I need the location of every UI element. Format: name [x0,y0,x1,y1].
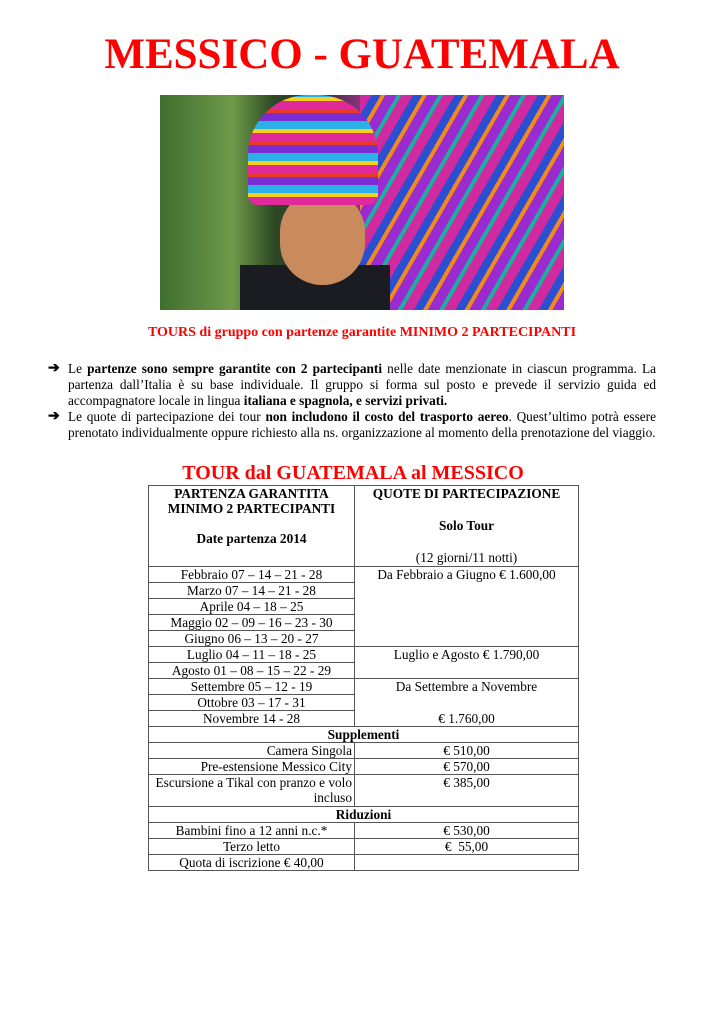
photo-knitted-hat [248,95,378,205]
prices-header [355,486,579,567]
supplement-label: Pre-estensione Messico City [149,759,355,775]
photo-woven-fabric [360,95,564,310]
supplement-value: € 385,00 [355,775,579,807]
reductions-heading-row [149,807,579,823]
header-line: PARTENZA GARANTITA [174,486,329,501]
date-cell: Ottobre 03 – 17 - 31 [149,695,355,711]
supplements-heading: Supplementi [149,727,579,743]
arrow-right-icon: ➔ [48,361,60,376]
table-row [149,775,579,807]
bullet-bold-text: partenze sono sempre garantite con 2 partecipanti [87,361,383,376]
header-line: Date partenza 2014 [196,531,307,546]
page-title: MESSICO - GUATEMALA [104,31,620,78]
reduction-label: Bambini fino a 12 anni n.c.* [149,823,355,839]
hero-photo-child-in-colorful-hat [160,95,564,310]
reduction-value: € 55,00 [355,839,579,855]
date-cell: Aprile 04 – 18 – 25 [149,599,355,615]
table-row [149,679,579,695]
date-cell: Settembre 05 – 12 - 19 [149,679,355,695]
reduction-value: € 530,00 [355,823,579,839]
supplement-value: € 510,00 [355,743,579,759]
bullet-item [48,361,656,409]
table-row [149,855,579,871]
table-row [149,839,579,855]
reduction-label: Terzo letto [149,839,355,855]
supplement-label: Escursione a Tikal con pranzo e volo incluso [149,775,355,807]
table-row [149,743,579,759]
price-cell: Luglio e Agosto € 1.790,00 [355,647,579,679]
bullet-item [48,409,656,441]
price-cell [355,679,579,727]
header-line: QUOTE DI PARTECIPAZIONE [372,486,561,501]
bullet-text: Le [68,361,88,376]
info-bullets [48,361,656,441]
date-cell: Novembre 14 - 28 [149,711,355,727]
price-table [148,485,579,871]
supplement-label: Camera Singola [149,743,355,759]
supplements-heading-row [149,727,579,743]
bullet-text: nelle date menzionate in ciascun programma. La partenza dall’Italia è su base individuale. Il gruppo si forma sul posto e prevede il servizio guida ed accompagnatore locale in lingua [68,361,656,408]
bullet-text: Le quote di partecipazione dei tour [68,409,266,424]
table-row [149,567,579,583]
arrow-right-icon: ➔ [48,409,60,424]
price-value: € 1.760,00 [438,711,495,726]
price-label: Da Settembre a Novembre [395,679,538,694]
date-cell: Giugno 06 – 13 – 20 - 27 [149,631,355,647]
date-cell: Maggio 02 – 09 – 16 – 23 - 30 [149,615,355,631]
dates-header [149,486,355,567]
section-title: TOUR dal GUATEMALA al MESSICO [182,462,524,484]
reductions-heading: Riduzioni [149,807,579,823]
reduction-value [355,855,579,871]
reduction-label: Quota di iscrizione € 40,00 [149,855,355,871]
supplement-value: € 570,00 [355,759,579,775]
price-cell: Da Febbraio a Giugno € 1.600,00 [355,567,579,647]
header-line: MINIMO 2 PARTECIPANTI [167,501,336,516]
date-cell: Febbraio 07 – 14 – 21 - 28 [149,567,355,583]
bullet-text: . Quest’ultimo potrà essere prenotato individualmente oppure richiesto alla ns. organizzazione al momento della prenotazione del viaggio. [68,409,656,440]
table-row [149,759,579,775]
header-line: Solo Tour [438,518,495,533]
tours-subtitle: TOURS di gruppo con partenze garantite MINIMO 2 PARTECIPANTI [147,325,577,340]
table-row [149,823,579,839]
bullet-bold-text: non includono il costo del trasporto aereo [265,409,509,424]
date-cell: Marzo 07 – 14 – 21 - 28 [149,583,355,599]
table-header-row [149,486,579,567]
header-line: (12 giorni/11 notti) [415,550,518,565]
bullet-bold-text: italiana e spagnola, e servizi privati. [243,393,448,408]
date-cell: Luglio 04 – 11 – 18 - 25 [149,647,355,663]
date-cell: Agosto 01 – 08 – 15 – 22 - 29 [149,663,355,679]
table-row [149,647,579,663]
